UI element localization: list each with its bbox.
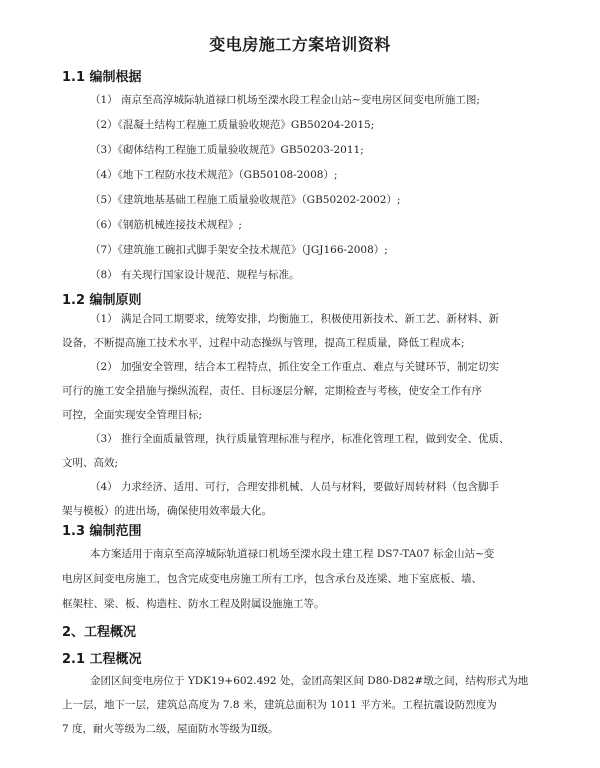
basis-item-8: （8） 有关现行国家设计规范、规程与标准。 (90, 269, 300, 281)
scope-line-3: 框架柱、梁、板、构造柱、防水工程及附属设施施工等。 (62, 598, 325, 610)
principle-line-7: 文明、高效; (62, 457, 119, 469)
overview-line-3: 7 度，耐火等级为二级，屋面防水等级为Ⅱ级。 (62, 723, 279, 735)
heading-2-1: 2.1 工程概况 (62, 652, 142, 667)
heading-1-1: 1.1 编制根据 (62, 70, 142, 85)
basis-item-5: （5）《建筑地基基础工程施工质量验收规范》（GB50202-2002）; (90, 194, 401, 206)
document-title: 变电房施工方案培训资料 (209, 35, 391, 54)
basis-item-7: （7）《建筑施工碗扣式脚手架安全技术规范》（JGJ166-2008）; (90, 244, 388, 256)
principle-line-5: 可控，全面实现安全管理目标; (62, 409, 203, 421)
basis-item-6: （6）《钢筋机械连接技术规程》; (90, 219, 242, 231)
scope-line-2: 电房区间变电房施工，包含完成变电房施工所有工序，包含承台及连梁、地下室底板、墙、 (62, 573, 482, 585)
principle-line-6: （3） 推行全面质量管理，执行质量管理标准与程序，标准化管理工程，做到安全、优质、 (90, 433, 510, 445)
principle-line-1: （1） 满足合同工期要求，统筹安排，均衡施工，积极使用新技术、新工艺、新材料、新 (90, 313, 500, 325)
heading-1-2: 1.2 编制原则 (62, 293, 142, 308)
heading-2: 2、工程概况 (62, 625, 137, 640)
basis-item-2: （2）《混凝土结构工程施工质量验收规范》GB50204-2015; (90, 119, 375, 131)
scope-line-1: 本方案适用于南京至高淳城际轨道禄口机场至溧水段土建工程 DS7-TA07 标金山站~变 (90, 548, 495, 560)
overview-line-1: 金团区间变电房位于 YDK19+602.492 处，金团高架区间 D80-D82#墩之间，结构形式为地 (90, 675, 529, 687)
principle-line-8: （4） 力求经济、适用、可行，合理安排机械、人员与材料，要做好周转材料（包含脚手 (90, 481, 500, 493)
heading-1-3: 1.3 编制范围 (62, 524, 142, 539)
principle-line-9: 架与模板）的进出场，确保使用效率最大化。 (62, 505, 272, 517)
principle-line-2: 设备，不断提高施工技术水平，过程中动态操纵与管理，提高工程质量，降低工程成本; (62, 337, 465, 349)
overview-line-2: 上一层，地下一层，建筑总高度为 7.8 米，建筑总面积为 1011 平方米。工程抗震设防烈度为 (62, 699, 497, 711)
basis-item-3: （3）《砌体结构工程施工质量验收规范》GB50203-2011; (90, 144, 364, 156)
basis-item-4: （4）《地下工程防水技术规范》（GB50108-2008）; (90, 169, 338, 181)
basis-item-1: （1） 南京至高淳城际轨道禄口机场至溧水段工程金山站~变电房区间变电所施工图; (90, 94, 480, 106)
principle-line-3: （2） 加强安全管理，结合本工程特点，抓住安全工作重点、难点与关键环节，制定切实 (90, 361, 500, 373)
principle-line-4: 可行的施工安全措施与操纵流程，责任、目标逐层分解，定期检查与考核，使安全工作有序 (62, 385, 482, 397)
